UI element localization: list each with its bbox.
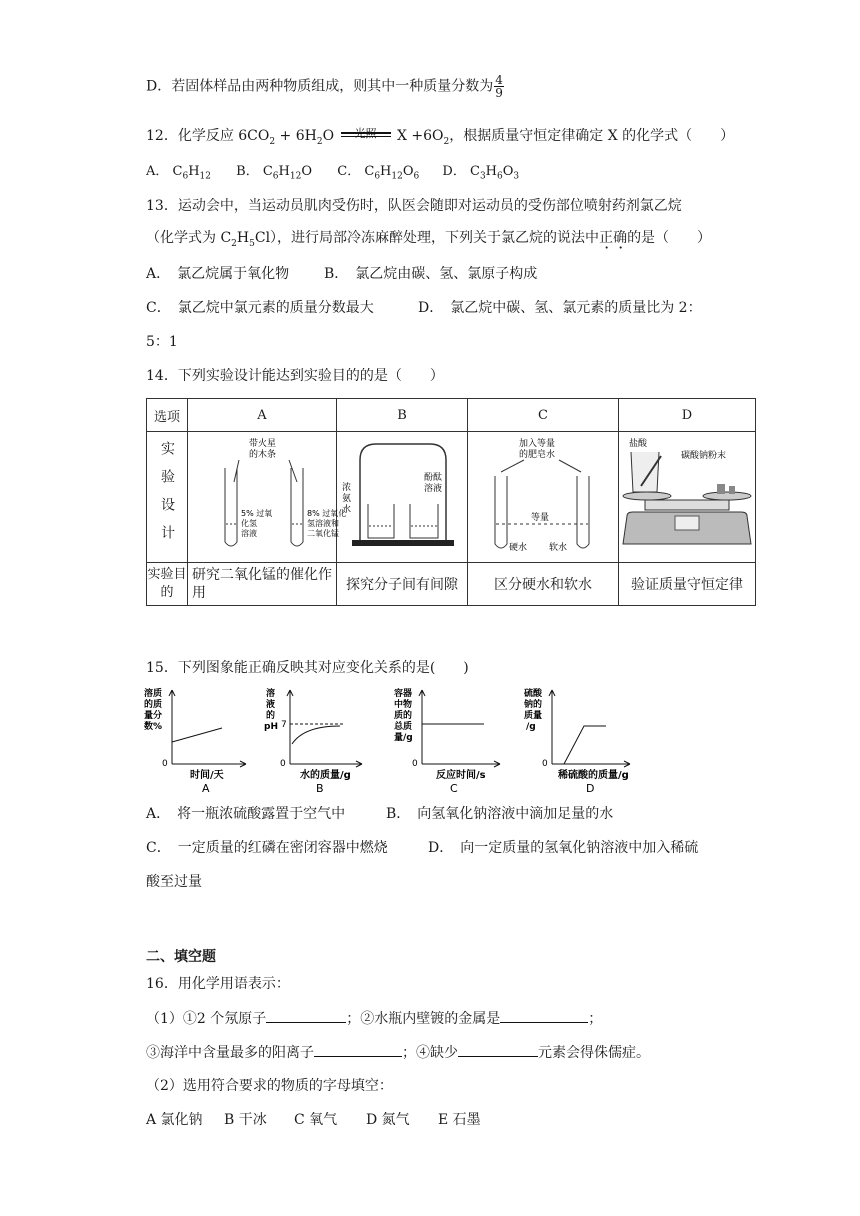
fraction-denominator: 9 [495, 86, 503, 100]
q13-stem-part: H [236, 230, 250, 246]
fraction-numerator: 4 [495, 73, 503, 87]
origin-label: 0 [542, 759, 548, 769]
emphasis-char: 确 [613, 230, 628, 246]
axis-label: 时间/天 [190, 770, 224, 781]
header-cell: B [337, 399, 468, 432]
fig-label: 浓 [342, 483, 352, 493]
axis-arrows [287, 690, 362, 767]
row-label-cell [147, 432, 188, 563]
answer-blank[interactable] [314, 1042, 402, 1057]
pointer-line [559, 460, 581, 472]
fig-label: 带火星 [249, 439, 277, 449]
option-text: H [188, 164, 200, 179]
q16-stem: 16．用化学用语表示： [146, 976, 290, 992]
q12-option-d [442, 162, 519, 187]
q16-text: ③海洋中含量最多的阳离子 [146, 1045, 314, 1061]
row-label: 实验目的 [147, 563, 188, 606]
option-text: H [485, 164, 498, 179]
fig-label: 氨 [342, 494, 352, 504]
q16-text: （1）①2 个氖原子 [146, 1011, 267, 1027]
graph-letter: B [316, 782, 324, 795]
pan [623, 492, 671, 500]
q16-text: ；④缺少 [402, 1045, 458, 1061]
axis-label: 的质 [144, 700, 163, 710]
answer-blank[interactable] [458, 1042, 538, 1057]
q16-text: ；②水瓶内壁镀的金属是 [346, 1011, 501, 1027]
q16-choices [146, 1110, 481, 1130]
axis-arrows [549, 690, 630, 767]
subscript: 2 [443, 136, 450, 147]
q13-option-c: C． 氯乙烷中氯元素的质量分数最大 [146, 300, 374, 316]
origin-label: 0 [412, 759, 418, 769]
axis-label: 中物 [394, 700, 413, 710]
axis-label: 硫酸 [524, 689, 543, 699]
fig-label: 二氧化锰 [307, 529, 339, 538]
option-text: H [278, 164, 290, 179]
tick-label: 7 [281, 720, 287, 730]
fig-label: 盐酸 [629, 439, 648, 449]
q15-option-d-continued: 酸至过量 [146, 874, 202, 890]
choice-item: B 干冰 [224, 1112, 267, 1128]
axis-label: 水的质量/g [300, 770, 351, 781]
q13-stem-part: 的是（ ） [627, 230, 712, 246]
q14-stem: 14．下列实验设计能达到实验目的的是（ ） [146, 368, 444, 384]
q12-stem-part: 12．化学反应 6CO [146, 128, 270, 144]
beam [645, 500, 729, 510]
axis-label: pH [264, 722, 278, 732]
q16-part1-line [146, 1008, 602, 1029]
axis-arrows [419, 690, 500, 767]
axis-label: 容器 [394, 689, 413, 699]
axis-label: 量/g [394, 733, 413, 743]
header-cell: D [619, 399, 756, 432]
subscript: 12 [391, 171, 403, 182]
figure-c-test-tubes [469, 432, 617, 558]
q12-option-a [146, 162, 232, 187]
pointer-line [501, 460, 524, 472]
q13-option-d: D． 氯乙烷中碳、氢、氯元素的质量比为 2： [418, 300, 702, 316]
axis-label: 反应时间/s [436, 770, 486, 781]
subscript: 2 [316, 136, 323, 147]
emphasis-char: 正 [599, 230, 614, 246]
table-goal-row [147, 563, 756, 606]
row-label: 实验设计 [159, 441, 175, 553]
section-title: 二、填空题 [146, 949, 216, 965]
q15-option-c: C． 一定质量的红磷在密闭容器中燃烧 [146, 840, 388, 856]
axis-label: 溶质 [144, 689, 163, 699]
q15-option-b: B． 向氢氧化钠溶液中滴加足量的水 [386, 806, 614, 822]
goal-cell: 研究二氧化锰的催化作用 [188, 563, 337, 606]
fig-label: 酚酞 [424, 473, 443, 483]
figure-c-cell [468, 432, 619, 563]
q15-options-row1 [146, 804, 613, 824]
axis-label: /g [526, 722, 536, 732]
table-header-row [147, 399, 756, 432]
subscript: 6 [497, 171, 503, 182]
fig-label: 水 [342, 505, 352, 515]
graph-letter: D [586, 782, 595, 795]
choice-item: E 石墨 [438, 1112, 481, 1128]
figure-a-cell [188, 432, 347, 563]
beaker [368, 504, 394, 538]
q16-text: ； [588, 1011, 603, 1027]
axis-label: 液 [266, 700, 276, 710]
fraction [494, 74, 504, 99]
graph-letter: A [202, 782, 210, 795]
graph-d [524, 687, 630, 795]
subscript: 2 [269, 136, 276, 147]
axis-label: 总质 [394, 722, 413, 732]
option-text: O [301, 164, 312, 179]
subscript: 12 [289, 171, 302, 182]
graph-a [144, 687, 246, 795]
graph-letter: C [450, 782, 458, 795]
q12-stem-part: + 6H [275, 128, 317, 144]
answer-blank[interactable] [500, 1008, 588, 1023]
axis-label: 的 [266, 711, 276, 721]
q13-stem-line2 [146, 228, 711, 254]
axis-label: 数% [144, 722, 163, 732]
q15-graphs [140, 686, 660, 796]
fig-label: 化氢 [241, 519, 257, 528]
dial [675, 516, 699, 530]
fig-label: 的木条 [249, 450, 277, 460]
reaction-arrow [341, 127, 391, 142]
q15-stem: 15．下列图象能正确反映其对应变化关系的是( ) [146, 660, 469, 676]
subscript: 12 [199, 171, 211, 182]
subscript: 3 [513, 171, 520, 182]
curve [292, 726, 340, 744]
choice-item: A 氯化钠 [146, 1112, 203, 1128]
fig-label: 氢溶液和 [307, 519, 339, 528]
fig-label: 等量 [531, 513, 550, 523]
figure-a-test-tubes [189, 432, 347, 558]
fig-label: 溶液 [241, 529, 257, 538]
curve [564, 726, 606, 764]
q11-option-d [146, 74, 504, 99]
axis-label: 溶 [266, 689, 276, 699]
figure-d-balance [619, 432, 755, 558]
beaker [410, 504, 438, 538]
origin-label: 0 [162, 759, 168, 769]
q15-option-a: A． 将一瓶浓硫酸露置于空气中 [146, 806, 346, 822]
axis-label: 钠的 [524, 700, 543, 710]
goal-cell: 区分硬水和软水 [468, 563, 619, 606]
test-tube [495, 476, 507, 548]
fig-label: 碳酸钠粉末 [681, 451, 727, 461]
choice-item: D 氮气 [366, 1112, 410, 1128]
q16-part2-line [146, 1042, 650, 1063]
header-cell: A [188, 399, 337, 432]
fig-label: 8% 过氧化 [307, 509, 347, 518]
graph-b [264, 687, 362, 795]
figure-b-cell [337, 432, 468, 563]
q12-stem-part: O [322, 128, 335, 144]
q13-option-a: A． 氯乙烷属于氧化物 [146, 266, 290, 282]
q16-text: 元素会得侏儒症。 [538, 1045, 650, 1061]
q13-option-b: B． 氯乙烷由碳、氢、氯原子构成 [324, 266, 538, 282]
goal-cell: 探究分子间有间隙 [337, 563, 468, 606]
weight [717, 484, 725, 494]
q13-options-row2 [146, 298, 702, 318]
q11-option-d-text: D．若固体样品由两种物质组成，则其中一种质量分数为 [146, 78, 494, 95]
subscript: 6 [413, 171, 420, 182]
axis-label: 质的 [394, 711, 413, 721]
option-text: H [380, 164, 392, 179]
equals-bar [341, 132, 391, 137]
q13-stem-line1: 13．运动会中，当运动员肌肉受伤时，队医会随即对运动员的受伤部位喷射药剂氯乙烷 [146, 198, 682, 214]
subscript: 6 [182, 171, 189, 182]
subscript: 6 [374, 171, 381, 182]
option-text: A． C [146, 164, 183, 179]
axis-arrows [169, 690, 246, 767]
option-text: O [402, 164, 414, 179]
q12-stem-part: X +6O [396, 128, 444, 144]
q12-stem [146, 126, 734, 152]
fig-label: 5% 过氧 [241, 509, 273, 518]
q15-options-row2 [146, 838, 698, 858]
fig-label: 溶液 [424, 484, 443, 494]
base-plate [352, 540, 454, 546]
q13-option-d-continued: 5：1 [146, 334, 178, 350]
origin-label: 0 [280, 759, 286, 769]
goal-cell: 验证质量守恒定律 [619, 563, 756, 606]
q12-stem-part: ，根据质量守恒定律确定 X 的化学式（ ） [449, 128, 735, 144]
subscript: 2 [231, 238, 237, 249]
option-text: D． C [442, 164, 480, 179]
figure-b-bell-jar [338, 432, 466, 558]
choice-item: C 氧气 [294, 1112, 338, 1128]
answer-blank[interactable] [266, 1008, 346, 1023]
option-text: B． C [236, 164, 273, 179]
q13-stem-part: Cl），进行局部冷冻麻醉处理，下列关于氯乙烷的说法中 [254, 230, 600, 246]
fig-label: 的肥皂水 [519, 450, 556, 460]
test-tube [291, 468, 303, 546]
header-cell: 选项 [147, 399, 188, 432]
fig-label: 软水 [549, 543, 568, 553]
test-tube [225, 468, 237, 546]
subscript: 3 [479, 171, 486, 182]
beaker [631, 452, 659, 492]
q12-option-b [236, 162, 333, 187]
q13-stem-part: （化学式为 C [146, 230, 232, 246]
figure-d-cell [619, 432, 756, 563]
wood-splint [289, 460, 297, 482]
q13-options-row1 [146, 264, 537, 284]
fig-label: 加入等量 [519, 439, 556, 449]
q12-options [146, 162, 519, 187]
subscript: 6 [272, 171, 279, 182]
graph-c [394, 687, 500, 795]
experiment-table [146, 398, 756, 606]
axis-label: 质量 [524, 711, 543, 721]
weight [729, 486, 735, 494]
q15-option-d: D． 向一定质量的氢氧化钠溶液中加入稀硫 [428, 840, 699, 856]
axis-label: 稀硫酸的质量/g [558, 770, 629, 781]
reaction-condition: 光照 [354, 127, 377, 140]
subscript: 5 [249, 238, 255, 249]
axis-label: 量分 [144, 711, 163, 721]
test-tube [577, 476, 589, 548]
q12-option-c [337, 162, 438, 187]
fig-label: 硬水 [509, 543, 528, 553]
curve [172, 728, 222, 742]
option-text: C． C [337, 164, 375, 179]
pan [703, 492, 751, 500]
header-cell: C [468, 399, 619, 432]
table-design-row [147, 432, 756, 563]
q16-part2-instruction: （2）选用符合要求的物质的字母填空： [146, 1078, 393, 1094]
option-text: O [502, 164, 514, 179]
